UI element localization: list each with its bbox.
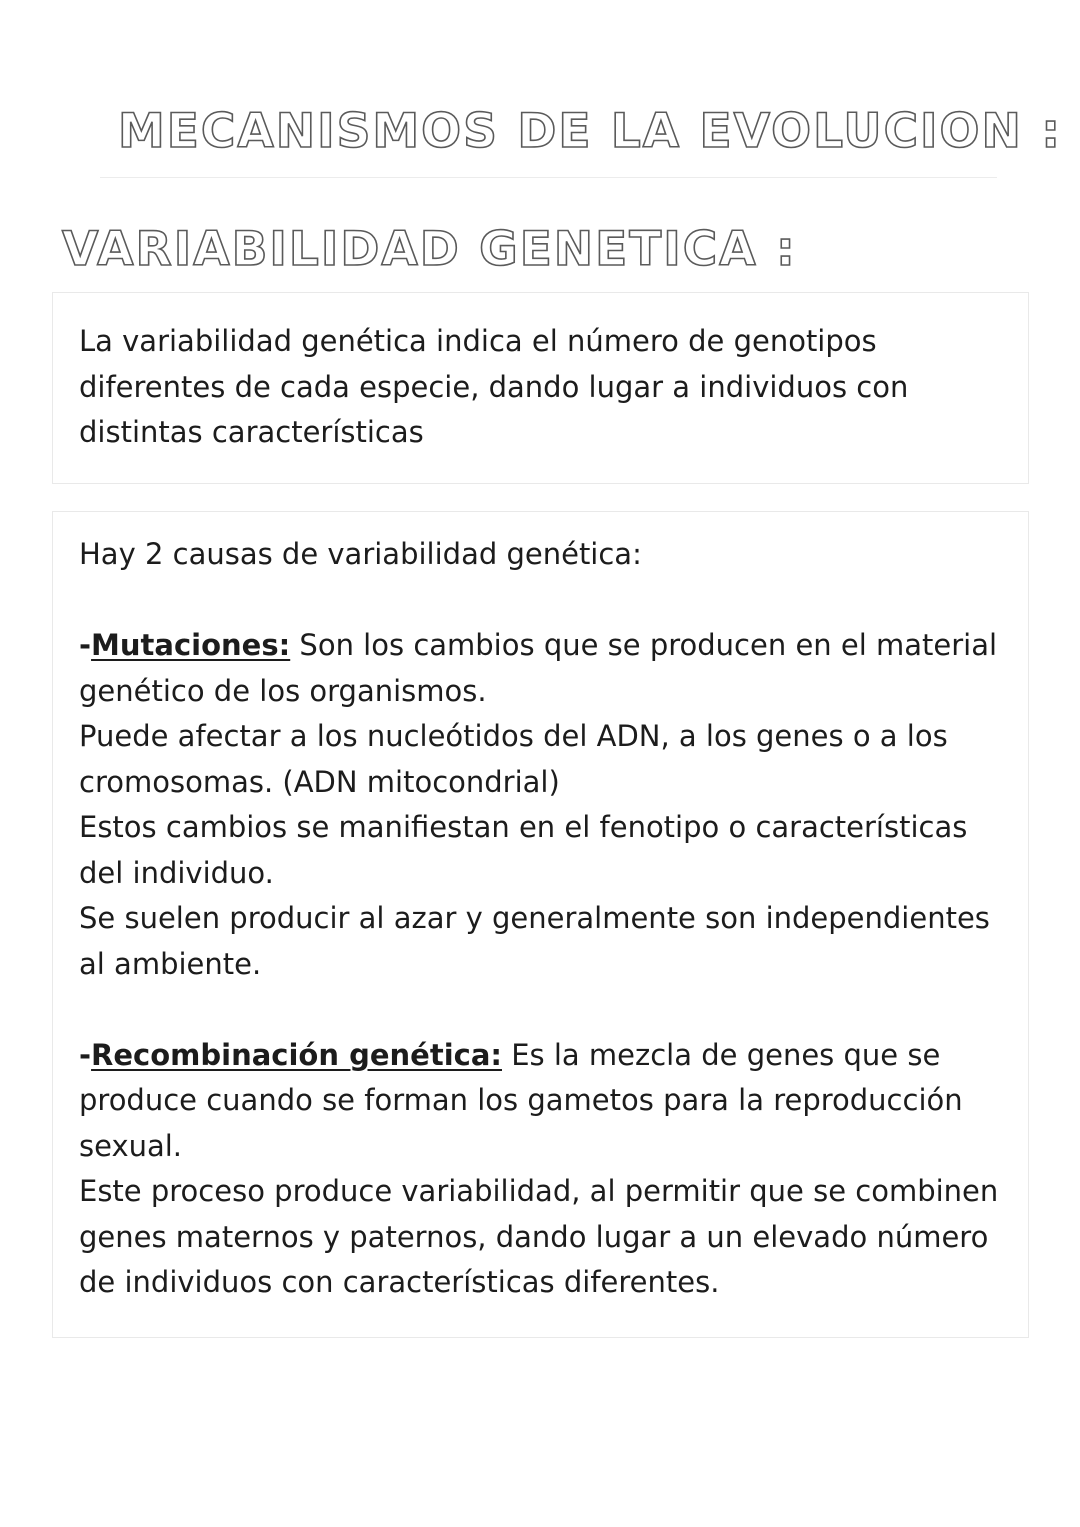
mutaciones-dash: -: [79, 628, 92, 662]
spacer: [79, 987, 1014, 1033]
mutaciones-label: Mutaciones:: [91, 628, 291, 662]
mutaciones-line-3: Se suelen producir al azar y generalmente son independientes al ambiente.: [79, 901, 990, 981]
causes-card: [52, 511, 1029, 1338]
section-title: VARIABILIDAD GENETICA :: [62, 222, 797, 277]
recombinacion-line-1: Este proceso produce variabilidad, al permitir que se combinen genes maternos y paternos, dando lugar a un elevado número de individuos con características diferentes.: [79, 1174, 999, 1299]
recombinacion-paragraph: [79, 1033, 1014, 1170]
title-divider: [100, 177, 997, 178]
causes-intro: Hay 2 causas de variabilidad genética:: [79, 537, 642, 571]
mutaciones-paragraph: [79, 623, 1014, 714]
recombinacion-label: Recombinación genética:: [91, 1037, 502, 1072]
definition-text: La variabilidad genética indica el número de genotipos diferentes de cada especie, dando lugar a individuos con distintas características: [79, 324, 909, 449]
mutaciones-line-2: Estos cambios se manifiestan en el fenotipo o características del individuo.: [79, 810, 968, 890]
recombinacion-line-0: Es la mezcla de genes que se produce cuando se forman los gametos para la reproducción sexual.: [79, 1037, 963, 1163]
definition-body: [79, 319, 1014, 456]
mutaciones-line-1: Puede afectar a los nucleótidos del ADN, a los genes o a los cromosomas. (ADN mitocondrial): [79, 719, 948, 799]
definition-card: [52, 292, 1029, 484]
spacer: [79, 578, 1014, 624]
recombinacion-dash: -: [79, 1037, 92, 1072]
page-title: MECANISMOS DE LA EVOLUCION :: [118, 104, 1062, 159]
mutaciones-line-0: Son los cambios que se producen en el material genético de los organismos.: [79, 628, 998, 708]
causes-body: [79, 532, 1014, 1306]
